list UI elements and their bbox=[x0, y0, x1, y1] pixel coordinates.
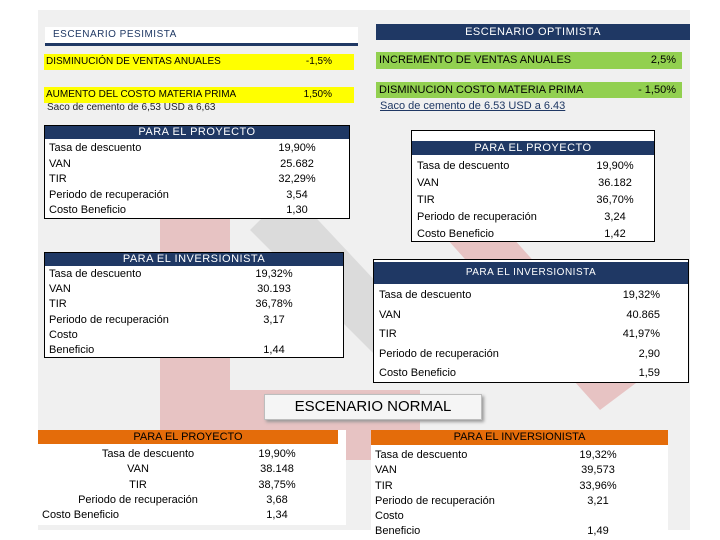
pesimista-proyecto-value: 1,30 bbox=[286, 204, 308, 216]
normal-proyecto-label: Costo Beneficio bbox=[42, 509, 120, 522]
normal-proyecto-value: 38,75% bbox=[258, 478, 296, 491]
optimista-costo-value: - 1,50% bbox=[638, 84, 676, 96]
normal-proyecto-value: 38.148 bbox=[260, 463, 294, 476]
pesimista-inversionista-value: 36,78% bbox=[255, 298, 293, 311]
normal-inversionista-label: Costo bbox=[375, 510, 404, 523]
pesimista-inversionista-label: Beneficio bbox=[49, 344, 95, 357]
normal-proyecto-label: TIR bbox=[129, 478, 147, 491]
pesimista-row-costo bbox=[44, 87, 354, 103]
optimista-inversionista-value: 1,59 bbox=[638, 367, 660, 379]
optimista-inversionista-value: 40.865 bbox=[626, 308, 660, 321]
optimista-ventas-value: 2,5% bbox=[650, 54, 676, 66]
pesimista-costo-value: 1,50% bbox=[303, 89, 332, 100]
optimista-proyecto-label: Periodo de recuperación bbox=[417, 211, 537, 223]
pesimista-header: ESCENARIO PESIMISTA bbox=[45, 27, 358, 46]
pesimista-ventas-label: DISMINUCIÓN DE VENTAS ANUALES bbox=[46, 56, 221, 67]
pesimista-inversionista-value: 19,32% bbox=[255, 268, 293, 280]
optimista-inversionista-label: VAN bbox=[379, 308, 401, 321]
optimista-proyecto-value: 19,90% bbox=[596, 160, 634, 172]
pesimista-inversionista-label: Tasa de descuento bbox=[49, 268, 142, 280]
optimista-costo-label: DISMINUCION COSTO MATERIA PRIMA bbox=[379, 84, 584, 96]
optimista-proyecto-label: Tasa de descuento bbox=[417, 160, 510, 172]
normal-inversionista-label: Periodo de recuperación bbox=[375, 494, 495, 507]
pesimista-proyecto-value: 32,29% bbox=[278, 173, 316, 185]
pesimista-costo-label: AUMENTO DEL COSTO MATERIA PRIMA bbox=[46, 89, 237, 100]
pesimista-proyecto-value: 19,90% bbox=[278, 142, 316, 154]
normal-inversionista-box bbox=[371, 430, 668, 538]
pesimista-proyecto-value: 25.682 bbox=[280, 157, 314, 170]
normal-inversionista-label: Beneficio bbox=[375, 525, 421, 538]
normal-proyecto-label: Tasa de descuento bbox=[101, 448, 195, 460]
optimista-ventas-label: INCREMENTO DE VENTAS ANUALES bbox=[379, 54, 572, 66]
pesimista-inversionista-label: TIR bbox=[49, 298, 67, 311]
normal-proyecto-value: 1,34 bbox=[266, 509, 288, 522]
pesimista-inversionista-label: VAN bbox=[49, 283, 71, 296]
normal-proyecto-label: Periodo de recuperación bbox=[78, 493, 198, 506]
optimista-proyecto-value: 36.182 bbox=[598, 177, 632, 189]
normal-inversionista-value: 1,49 bbox=[587, 525, 609, 538]
normal-inversionista-label: TIR bbox=[375, 479, 393, 492]
pesimista-inversionista-title: PARA EL INVERSIONISTA bbox=[45, 253, 343, 266]
optimista-inversionista-title: PARA EL INVERSIONISTA bbox=[374, 262, 688, 284]
normal-proyecto-value: 19,90% bbox=[258, 448, 296, 460]
pesimista-proyecto-label: Tasa de descuento bbox=[49, 142, 142, 154]
pesimista-proyecto-label: VAN bbox=[49, 157, 71, 170]
optimista-proyecto-value: 3,24 bbox=[604, 211, 626, 223]
optimista-row-ventas bbox=[376, 52, 682, 69]
optimista-proyecto-value: 1,42 bbox=[604, 228, 626, 240]
pesimista-proyecto-label: Costo Beneficio bbox=[49, 204, 127, 216]
optimista-inversionista-value: 2,90 bbox=[638, 347, 660, 360]
optimista-proyecto-label: TIR bbox=[417, 194, 435, 206]
pesimista-proyecto-label: Periodo de recuperación bbox=[49, 188, 169, 201]
pesimista-row-ventas bbox=[44, 54, 354, 70]
pesimista-ventas-value: -1,5% bbox=[305, 56, 332, 67]
normal-inversionista-value: 3,21 bbox=[587, 494, 609, 507]
optimista-inversionista-label: Periodo de recuperación bbox=[379, 347, 499, 360]
normal-title: ESCENARIO NORMAL bbox=[264, 394, 482, 420]
pesimista-inversionista-label: Periodo de recuperación bbox=[49, 313, 169, 326]
normal-proyecto-title: PARA EL PROYECTO bbox=[38, 430, 338, 444]
normal-inversionista-value: 33,96% bbox=[579, 479, 617, 492]
normal-inversionista-value: 19,32% bbox=[579, 449, 617, 461]
pesimista-proyecto-title: PARA EL PROYECTO bbox=[45, 126, 349, 139]
pesimista-proyecto-label: TIR bbox=[49, 173, 67, 185]
optimista-note: Saco de cemento de 6.53 USD a 6.43 bbox=[380, 100, 566, 112]
pesimista-proyecto-value: 3,54 bbox=[286, 188, 308, 201]
pesimista-inversionista-box bbox=[44, 252, 344, 358]
optimista-inversionista-value: 19,32% bbox=[622, 289, 660, 301]
optimista-inversionista-box bbox=[373, 259, 689, 383]
normal-proyecto-value: 3,68 bbox=[266, 493, 288, 506]
pesimista-inversionista-value: 1,44 bbox=[263, 343, 285, 356]
optimista-inversionista-value: 41,97% bbox=[622, 328, 660, 340]
pesimista-inversionista-value: 3,17 bbox=[263, 313, 285, 326]
pesimista-proyecto-box bbox=[44, 125, 350, 219]
normal-inversionista-label: VAN bbox=[375, 464, 397, 477]
optimista-inversionista-label: TIR bbox=[379, 328, 397, 340]
normal-proyecto-label: VAN bbox=[127, 463, 149, 476]
optimista-proyecto-value: 36,70% bbox=[596, 194, 634, 206]
optimista-proyecto-box bbox=[411, 130, 655, 242]
pesimista-inversionista-value: 30.193 bbox=[257, 283, 291, 296]
normal-inversionista-value: 39,573 bbox=[581, 464, 615, 477]
optimista-header: ESCENARIO OPTIMISTA bbox=[376, 24, 690, 40]
normal-inversionista-title: PARA EL INVERSIONISTA bbox=[371, 430, 668, 445]
pesimista-inversionista-label: Costo bbox=[49, 328, 78, 341]
pesimista-note: Saco de cemento de 6,53 USD a 6,63 bbox=[47, 102, 216, 113]
optimista-inversionista-label: Costo Beneficio bbox=[379, 367, 457, 379]
optimista-proyecto-label: Costo Beneficio bbox=[417, 228, 495, 240]
optimista-proyecto-label: VAN bbox=[417, 177, 439, 189]
normal-inversionista-label: Tasa de descuento bbox=[375, 449, 468, 461]
optimista-row-costo bbox=[376, 82, 682, 98]
optimista-inversionista-label: Tasa de descuento bbox=[379, 289, 472, 301]
optimista-proyecto-title: PARA EL PROYECTO bbox=[412, 141, 654, 155]
normal-proyecto-box bbox=[38, 430, 346, 525]
